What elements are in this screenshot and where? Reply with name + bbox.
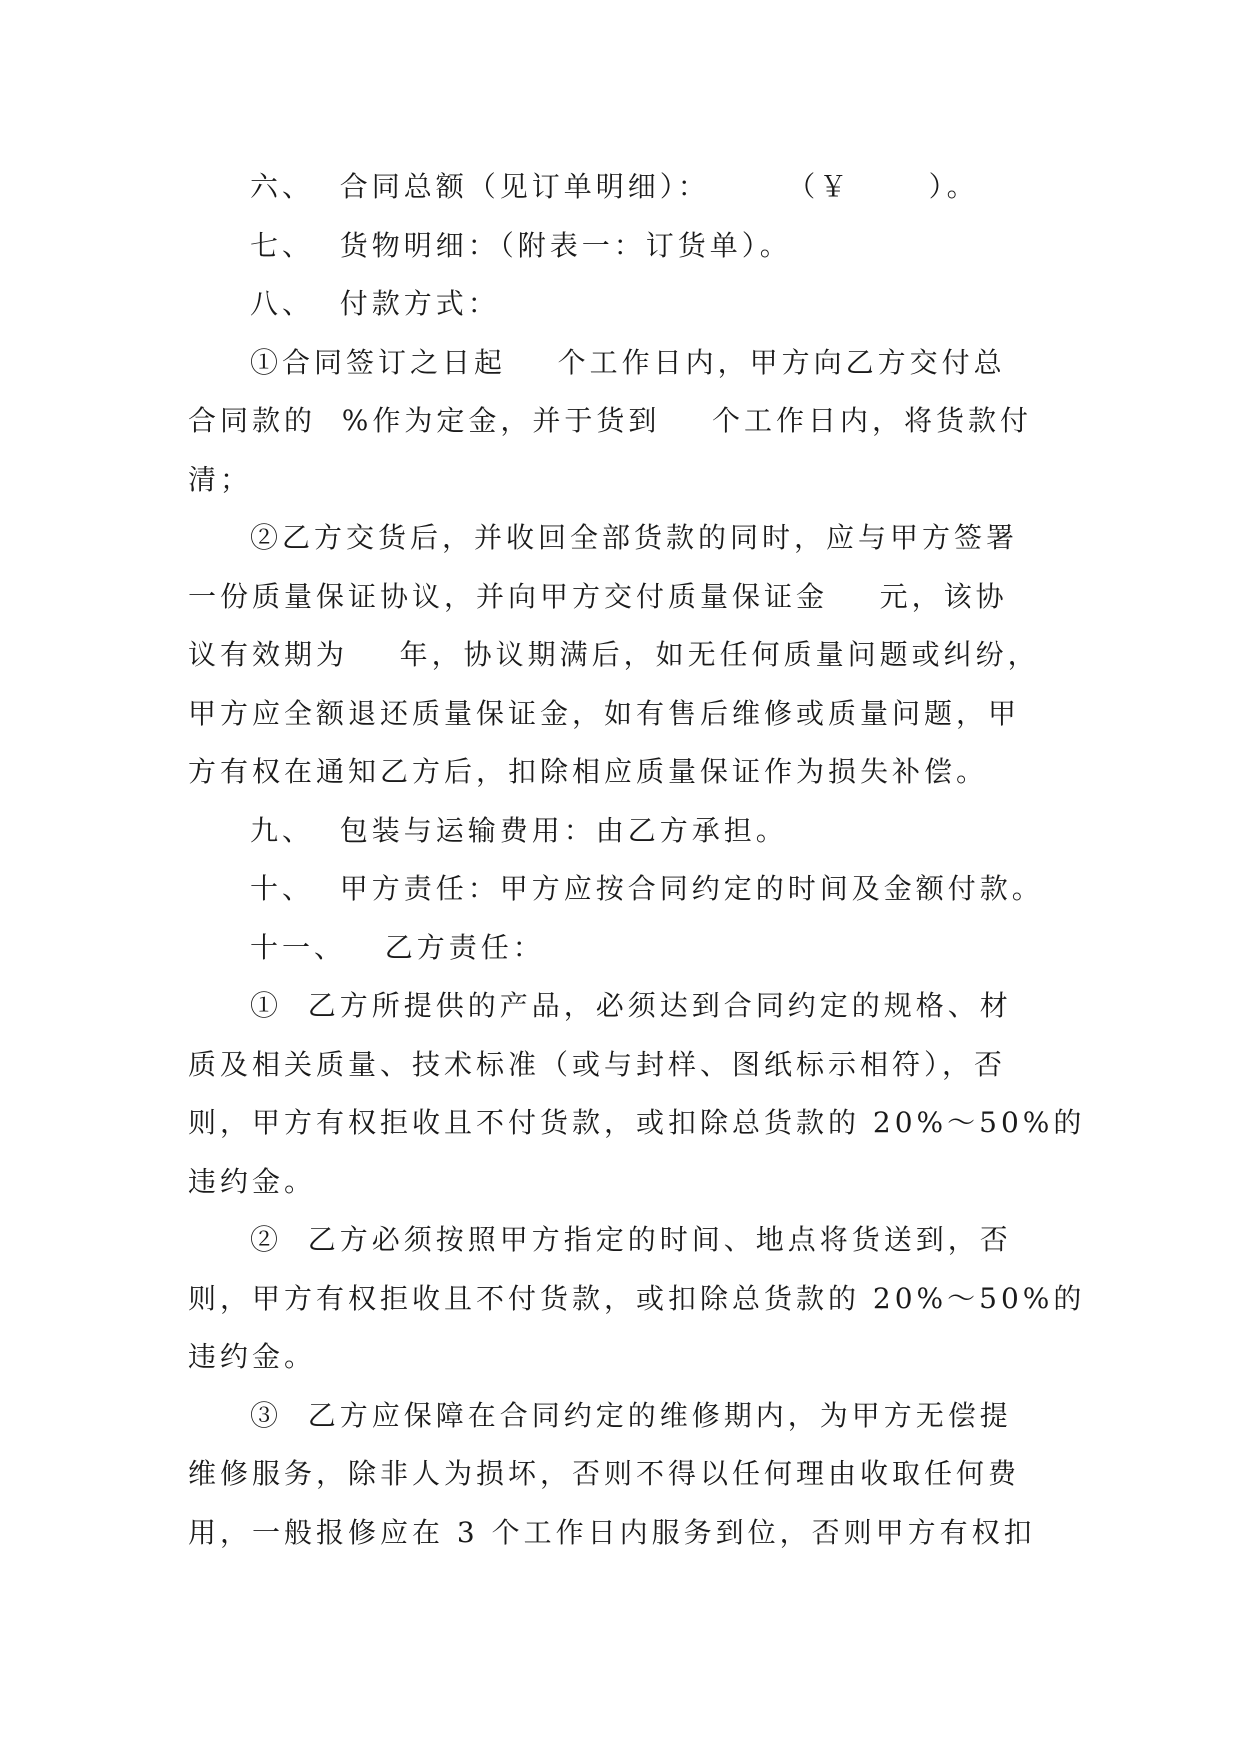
clause-8-payment-heading: 八、 付款方式： xyxy=(250,287,500,320)
duty-item-3-line-2: 维修服务，除非人为损坏，否则不得以任何理由收取任何费 xyxy=(188,1457,1021,1490)
payment-item-2-line-3: 议有效期为 年，协议期满后，如无任何质量问题或纠纷， xyxy=(188,638,1040,671)
clause-7-goods-detail: 七、 货物明细：（附表一：订货单）。 xyxy=(250,228,792,262)
clause-10-party-a-duty: 十、 甲方责任：甲方应按合同约定的时间及金额付款。 xyxy=(250,872,1044,905)
duty-item-1-line-4: 违约金。 xyxy=(188,1164,317,1198)
payment-item-2-line-2: 一份质量保证协议，并向甲方交付质量保证金 元，该协 xyxy=(188,579,1008,613)
payment-item-2-line-1: ②乙方交货后，并收回全部货款的同时，应与甲方签署 xyxy=(250,521,1019,554)
duty-item-1-line-2: 质及相关质量、技术标准（或与封样、图纸标示相符），否 xyxy=(188,1047,1007,1081)
clause-11-party-b-heading: 十一、 乙方责任： xyxy=(250,930,545,964)
duty-item-2-line-1: ② 乙方必须按照甲方指定的时间、地点将货送到，否 xyxy=(250,1223,1012,1256)
duty-item-3-line-3: 用，一般报修应在 3 个工作日内服务到位，否则甲方有权扣 xyxy=(188,1515,1036,1549)
duty-item-2-line-2: 则，甲方有权拒收且不付货款，或扣除总货款的 20%～50%的 xyxy=(188,1281,1086,1315)
duty-item-1-line-1: ① 乙方所提供的产品，必须达到合同约定的规格、材 xyxy=(250,989,1012,1022)
payment-item-2-line-4: 甲方应全额退还质量保证金，如有售后维修或质量问题，甲 xyxy=(188,696,1021,730)
clause-6-total-amount: 六、 合同总额（见订单明细）： （￥ ）。 xyxy=(250,170,979,203)
clause-9-packaging: 九、 包装与运输费用：由乙方承担。 xyxy=(250,813,788,847)
duty-item-3-line-1: ③ 乙方应保障在合同约定的维修期内，为甲方无偿提 xyxy=(250,1398,1012,1432)
payment-item-1-line-3: 清； xyxy=(188,462,253,496)
contract-body xyxy=(188,158,1086,1562)
duty-item-2-line-3: 违约金。 xyxy=(188,1340,317,1373)
duty-item-1-line-3: 则，甲方有权拒收且不付货款，或扣除总货款的 20%～50%的 xyxy=(188,1106,1086,1139)
payment-item-2-line-5: 方有权在通知乙方后，扣除相应质量保证作为损失补偿。 xyxy=(188,755,989,788)
payment-item-1-line-2: 合同款的 %作为定金，并于货到 个工作日内，将货款付 xyxy=(188,404,1033,437)
payment-item-1-line-1: ①合同签订之日起 个工作日内，甲方向乙方交付总 xyxy=(250,345,1006,379)
